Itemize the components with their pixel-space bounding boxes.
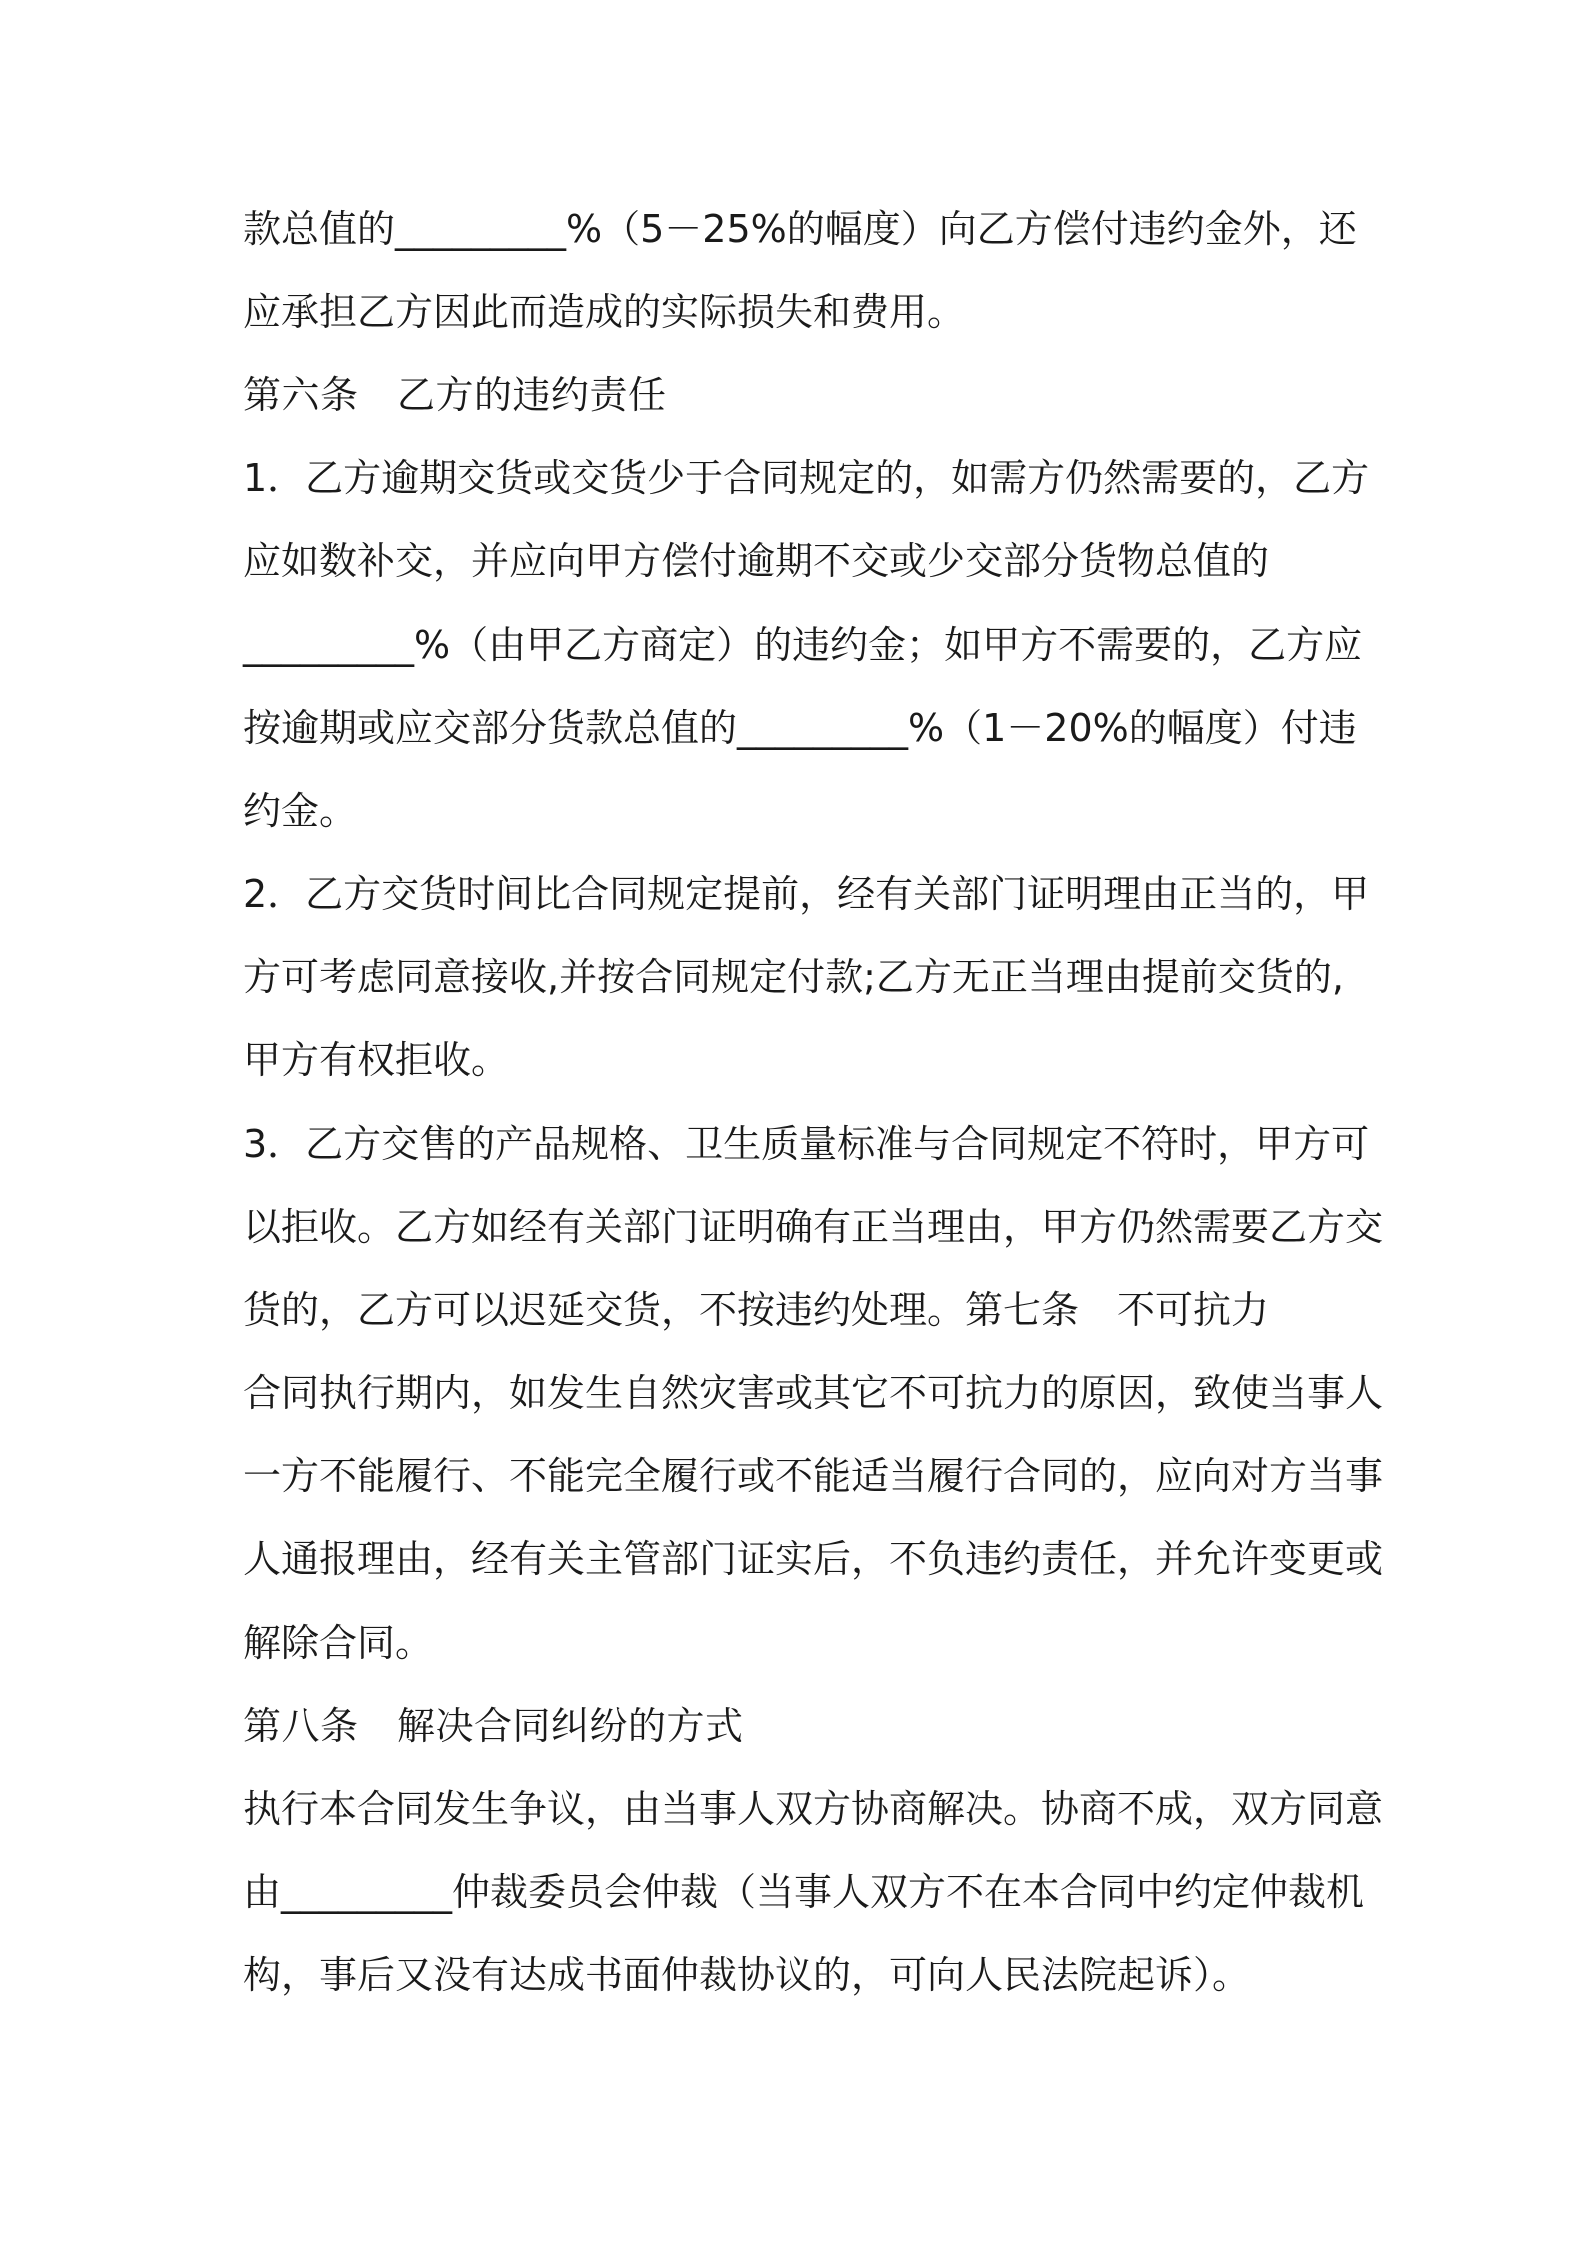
text-line: 构，事后又没有达成书面仲裁协议的，可向人民法院起诉）。 xyxy=(243,1953,1251,1997)
text-line: 3．乙方交售的产品规格、卫生质量标准与合同规定不符时，甲方可 xyxy=(243,1122,1370,1166)
text-line: _________%（由甲乙方商定）的违约金；如甲方不需要的，乙方应 xyxy=(243,623,1363,667)
text-line: 约金。 xyxy=(243,789,358,833)
text-line: 以拒收。乙方如经有关部门证明确有正当理由，甲方仍然需要乙方交 xyxy=(243,1205,1384,1249)
text-line: 款总值的_________%（5－25%的幅度）向乙方偿付违约金外，还 xyxy=(243,207,1357,251)
text-line: 一方不能履行、不能完全履行或不能适当履行合同的，应向对方当事 xyxy=(243,1454,1384,1498)
text-line: 人通报理由，经有关主管部门证实后，不负违约责任，并允许变更或 xyxy=(243,1537,1384,1581)
text-line: 执行本合同发生争议，由当事人双方协商解决。协商不成，双方同意 xyxy=(243,1787,1384,1831)
section-heading-article-8: 第八条 解决合同纠纷的方式 xyxy=(243,1704,744,1748)
text-line: 解除合同。 xyxy=(243,1621,434,1665)
text-line: 由_________仲裁委员会仲裁（当事人双方不在本合同中约定仲裁机 xyxy=(243,1870,1365,1914)
text-line: 应如数补交，并应向甲方偿付逾期不交或少交部分货物总值的 xyxy=(243,539,1270,583)
text-line: 方可考虑同意接收,并按合同规定付款;乙方无正当理由提前交货的, xyxy=(243,955,1344,999)
text-line: 应承担乙方因此而造成的实际损失和费用。 xyxy=(243,290,966,334)
section-heading-article-6: 第六条 乙方的违约责任 xyxy=(243,373,667,417)
text-line: 1．乙方逾期交货或交货少于合同规定的，如需方仍然需要的，乙方 xyxy=(243,456,1370,500)
text-line: 甲方有权拒收。 xyxy=(243,1038,510,1082)
text-line: 2．乙方交货时间比合同规定提前，经有关部门证明理由正当的，甲 xyxy=(243,872,1370,916)
text-line: 合同执行期内，如发生自然灾害或其它不可抗力的原因，致使当事人 xyxy=(243,1371,1384,1415)
text-line: 货的，乙方可以迟延交货，不按违约处理。第七条 不可抗力 xyxy=(243,1288,1270,1332)
text-line: 按逾期或应交部分货款总值的_________%（1－20%的幅度）付违 xyxy=(243,706,1357,750)
